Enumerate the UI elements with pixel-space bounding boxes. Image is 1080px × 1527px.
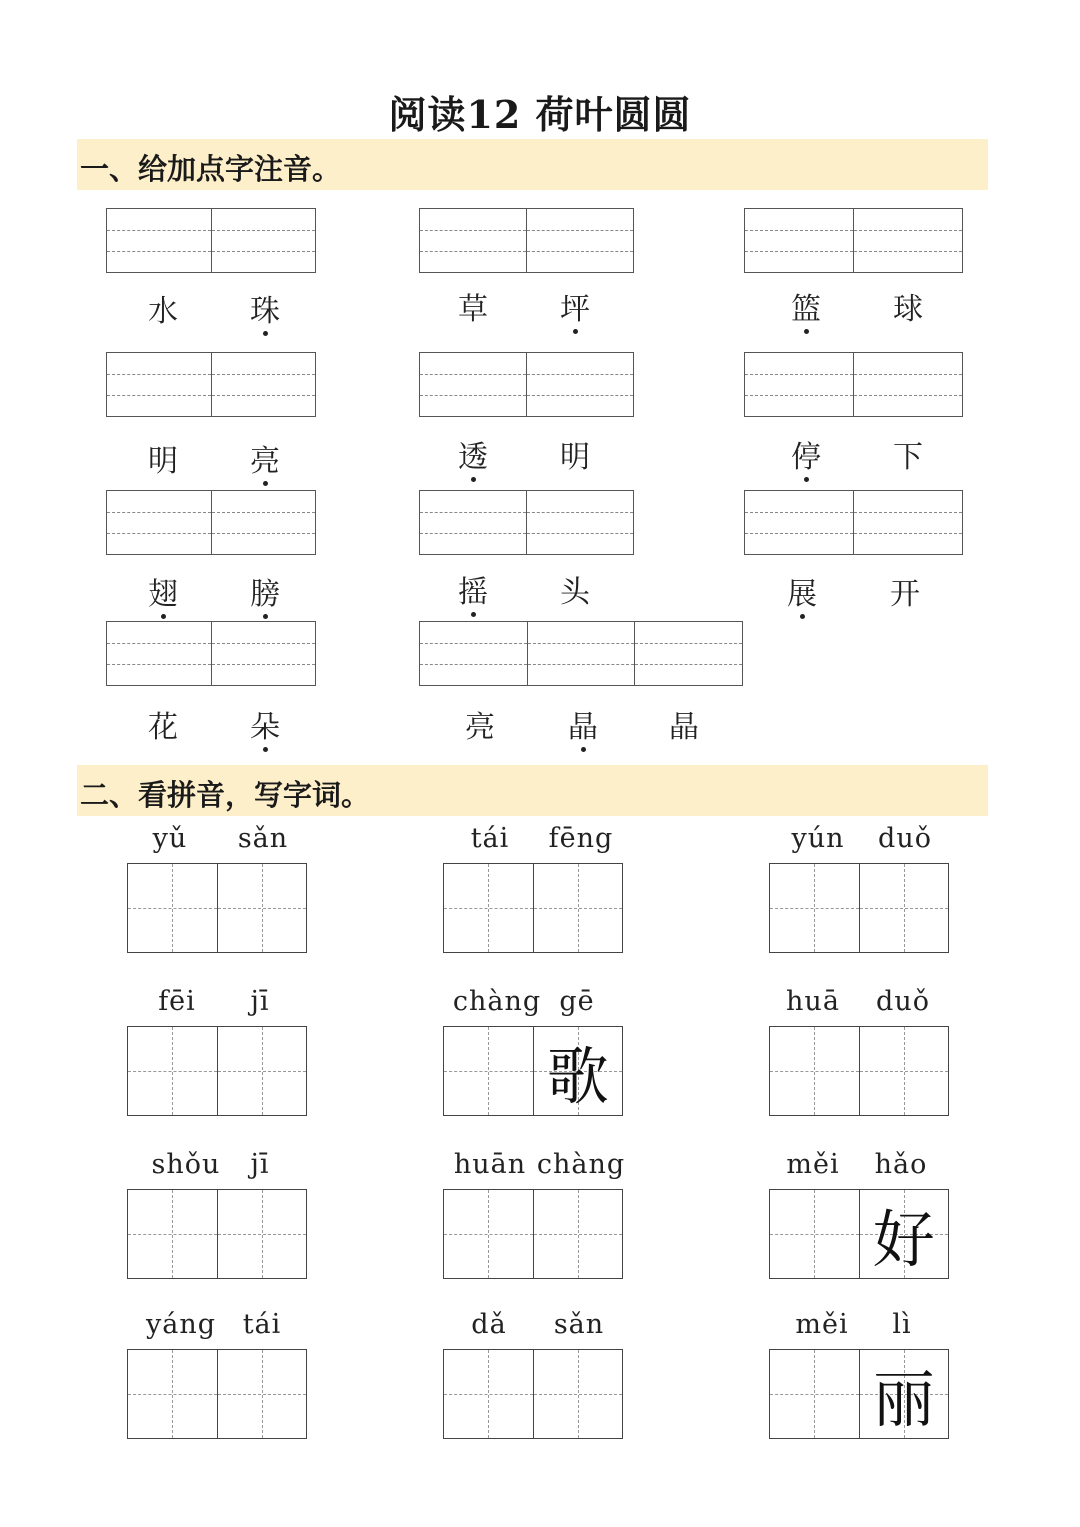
pinyin-cell[interactable] xyxy=(634,622,742,685)
tianzi-cell[interactable] xyxy=(859,864,949,952)
pinyin-text: gē xyxy=(559,986,595,1017)
tianzi-cell[interactable] xyxy=(444,1350,533,1438)
word-character: 下 xyxy=(893,440,923,475)
tianzi-grid[interactable] xyxy=(769,1349,949,1439)
pinyin-text: fēng xyxy=(548,823,614,854)
pinyin-text: shǒu xyxy=(151,1149,221,1180)
pinyin-text: měi xyxy=(795,1309,849,1340)
tianzi-cell[interactable] xyxy=(533,1350,623,1438)
pinyin-answer-box[interactable] xyxy=(419,621,743,686)
tianzi-grid[interactable] xyxy=(769,863,949,953)
dotted-character: 膀 xyxy=(235,569,295,613)
pinyin-text: hǎo xyxy=(874,1149,928,1180)
tianzi-cell[interactable] xyxy=(859,1350,949,1438)
pinyin-answer-box[interactable] xyxy=(106,352,316,417)
pinyin-answer-box[interactable] xyxy=(744,208,963,273)
word-character: 花 xyxy=(148,710,178,745)
pinyin-answer-box[interactable] xyxy=(419,490,634,555)
word-character: 开 xyxy=(890,577,920,612)
pinyin-cell[interactable] xyxy=(211,209,316,272)
tianzi-cell[interactable] xyxy=(533,864,623,952)
pinyin-cell[interactable] xyxy=(853,491,962,554)
tianzi-cell[interactable] xyxy=(859,1190,949,1278)
word-character: 晶 xyxy=(669,710,699,745)
pinyin-answer-box[interactable] xyxy=(106,208,316,273)
pinyin-text: duǒ xyxy=(876,986,930,1017)
tianzi-grid[interactable] xyxy=(127,863,307,953)
pinyin-cell[interactable] xyxy=(526,491,633,554)
pinyin-cell[interactable] xyxy=(420,622,527,685)
pinyin-cell[interactable] xyxy=(420,353,526,416)
pinyin-text: huā xyxy=(786,986,840,1017)
pinyin-cell[interactable] xyxy=(107,491,211,554)
tianzi-grid[interactable] xyxy=(443,1026,623,1116)
pinyin-answer-box[interactable] xyxy=(106,621,316,686)
pinyin-cell[interactable] xyxy=(107,622,211,685)
pinyin-cell[interactable] xyxy=(526,353,633,416)
tianzi-cell[interactable] xyxy=(770,864,859,952)
tianzi-cell[interactable] xyxy=(217,864,307,952)
dotted-character: 停 xyxy=(776,432,836,476)
tianzi-grid[interactable] xyxy=(443,1189,623,1279)
tianzi-grid[interactable] xyxy=(769,1189,949,1279)
pinyin-cell[interactable] xyxy=(211,622,316,685)
pinyin-cell[interactable] xyxy=(745,353,853,416)
pinyin-answer-box[interactable] xyxy=(744,352,963,417)
section-1-label: 一、给加点字注音。 xyxy=(80,152,342,186)
word-character: 水 xyxy=(148,294,178,329)
pinyin-cell[interactable] xyxy=(853,209,962,272)
tianzi-cell[interactable] xyxy=(217,1350,307,1438)
given-character: 丽 xyxy=(872,1362,935,1436)
tianzi-cell[interactable] xyxy=(770,1350,859,1438)
pinyin-cell[interactable] xyxy=(853,353,962,416)
tianzi-cell[interactable] xyxy=(217,1190,307,1278)
tianzi-cell[interactable] xyxy=(770,1027,859,1115)
given-character: 好 xyxy=(872,1202,935,1276)
dotted-character: 亮 xyxy=(235,436,295,480)
pinyin-answer-box[interactable] xyxy=(419,352,634,417)
pinyin-text: huān xyxy=(453,1149,527,1180)
pinyin-text: yǔ xyxy=(152,823,188,854)
pinyin-text: měi xyxy=(786,1149,840,1180)
pinyin-text: chàng xyxy=(536,1149,626,1180)
tianzi-cell[interactable] xyxy=(533,1027,623,1115)
tianzi-cell[interactable] xyxy=(444,1190,533,1278)
dotted-character: 篮 xyxy=(776,284,836,328)
pinyin-cell[interactable] xyxy=(420,209,526,272)
pinyin-text: fēi xyxy=(158,986,196,1017)
word-character: 明 xyxy=(560,440,590,475)
word-character: 头 xyxy=(560,575,590,610)
pinyin-cell[interactable] xyxy=(527,622,635,685)
tianzi-cell[interactable] xyxy=(444,1027,533,1115)
tianzi-grid[interactable] xyxy=(127,1349,307,1439)
pinyin-cell[interactable] xyxy=(526,209,633,272)
dotted-character: 珠 xyxy=(235,286,295,330)
tianzi-cell[interactable] xyxy=(217,1027,307,1115)
word-character: 球 xyxy=(893,292,923,327)
pinyin-text: chàng xyxy=(452,986,542,1017)
tianzi-grid[interactable] xyxy=(127,1026,307,1116)
tianzi-grid[interactable] xyxy=(127,1189,307,1279)
word-character: 亮 xyxy=(465,710,495,745)
tianzi-cell[interactable] xyxy=(533,1190,623,1278)
tianzi-cell[interactable] xyxy=(128,864,217,952)
dotted-character: 翅 xyxy=(133,569,193,613)
pinyin-answer-box[interactable] xyxy=(106,490,316,555)
pinyin-cell[interactable] xyxy=(107,209,211,272)
dotted-character: 坪 xyxy=(545,284,605,328)
pinyin-text: jī xyxy=(250,1149,270,1180)
given-character: 歌 xyxy=(546,1039,609,1113)
pinyin-cell[interactable] xyxy=(211,491,316,554)
pinyin-cell[interactable] xyxy=(420,491,526,554)
dotted-character: 晶 xyxy=(553,702,613,746)
pinyin-cell[interactable] xyxy=(745,491,853,554)
pinyin-text: tái xyxy=(470,823,510,854)
tianzi-cell[interactable] xyxy=(444,864,533,952)
dotted-character: 展 xyxy=(772,569,832,613)
tianzi-grid[interactable] xyxy=(443,863,623,953)
pinyin-cell[interactable] xyxy=(107,353,211,416)
tianzi-cell[interactable] xyxy=(128,1190,217,1278)
pinyin-text: sǎn xyxy=(553,1309,605,1340)
tianzi-cell[interactable] xyxy=(770,1190,859,1278)
section-2-label: 二、看拼音，写字词。 xyxy=(80,778,371,812)
dotted-character: 摇 xyxy=(443,567,503,611)
section-1-header xyxy=(77,139,988,190)
page-title: 阅读12 荷叶圆圆 xyxy=(388,92,692,137)
pinyin-text: dǎ xyxy=(471,1309,507,1340)
word-character: 草 xyxy=(458,292,488,327)
dotted-character: 透 xyxy=(443,432,503,476)
tianzi-cell[interactable] xyxy=(128,1027,217,1115)
tianzi-grid[interactable] xyxy=(769,1026,949,1116)
pinyin-answer-box[interactable] xyxy=(744,490,963,555)
pinyin-text: yáng xyxy=(145,1309,217,1340)
tianzi-grid[interactable] xyxy=(443,1349,623,1439)
tianzi-cell[interactable] xyxy=(859,1027,949,1115)
section-2-header xyxy=(77,765,988,816)
pinyin-text: duǒ xyxy=(878,823,932,854)
word-character: 明 xyxy=(148,444,178,479)
pinyin-text: tái xyxy=(242,1309,282,1340)
pinyin-answer-box[interactable] xyxy=(419,208,634,273)
pinyin-cell[interactable] xyxy=(211,353,316,416)
pinyin-text: sǎn xyxy=(237,823,289,854)
dotted-character: 朵 xyxy=(235,702,295,746)
pinyin-cell[interactable] xyxy=(745,209,853,272)
tianzi-cell[interactable] xyxy=(128,1350,217,1438)
pinyin-text: yún xyxy=(791,823,845,854)
pinyin-text: lì xyxy=(892,1309,912,1340)
pinyin-text: jī xyxy=(250,986,270,1017)
